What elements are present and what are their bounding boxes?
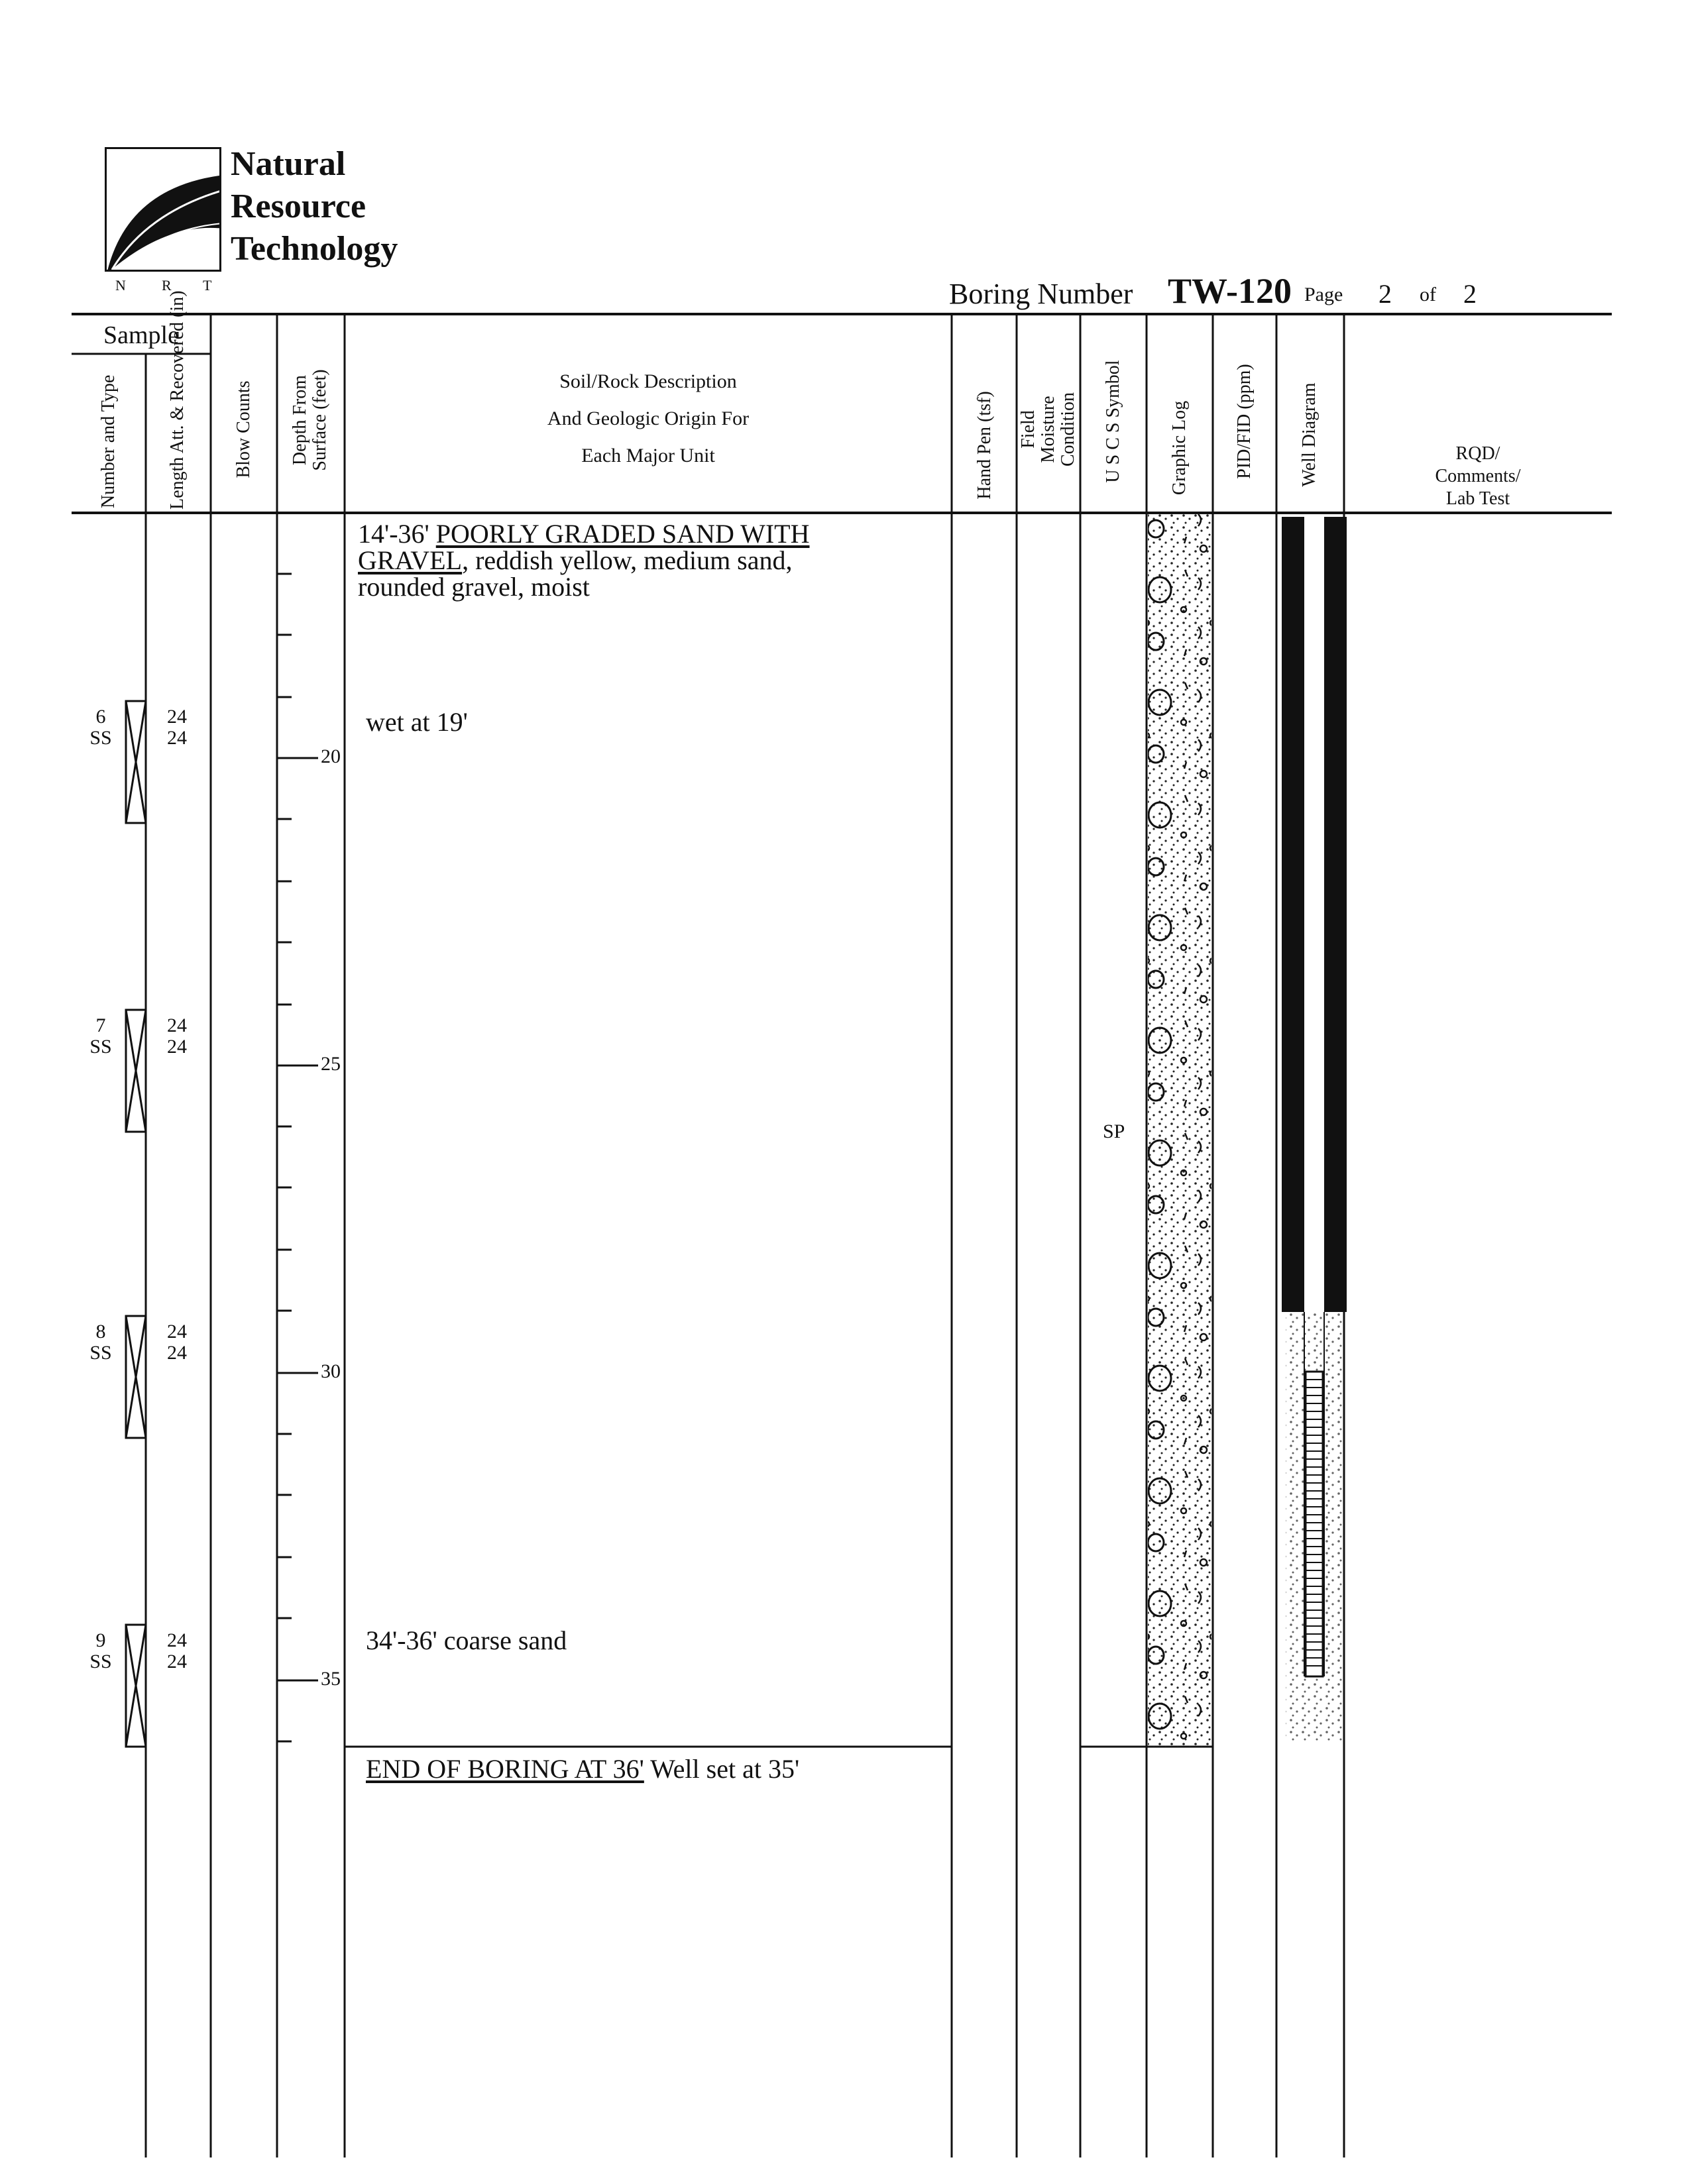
company-name-line1: Natural [231, 145, 346, 183]
unit-depth: 14'-36' [358, 519, 429, 549]
sample-6-length [167, 706, 187, 749]
moisture-header: Field Moisture Condition [1018, 392, 1078, 467]
description-header [345, 363, 952, 474]
sample-number: 6 [95, 706, 106, 728]
sample-6 [77, 706, 125, 749]
hand-pen-header: Hand Pen (tsf) [974, 391, 995, 500]
length: 24 [167, 1014, 187, 1036]
description-header-line3: Each Major Unit [581, 445, 715, 466]
depth-label-25: 25 [321, 1053, 341, 1075]
length: 24 [167, 706, 187, 728]
length: 24 [167, 1629, 187, 1651]
uscs-symbol: SP [1103, 1120, 1125, 1142]
sample-type: SS [89, 1036, 112, 1058]
rqd-header-line3: Lab Test [1445, 488, 1510, 509]
rqd-header-line1: RQD/ [1455, 443, 1500, 464]
sample-number: 9 [95, 1629, 106, 1651]
sample-8-length [167, 1321, 187, 1364]
end-of-boring-note [366, 1756, 799, 1782]
company-name-line2: Resource [231, 188, 366, 225]
blow-counts-header: Blow Counts [233, 380, 254, 478]
sample-9-length [167, 1630, 187, 1672]
boring-id: TW-120 [1168, 271, 1292, 311]
recovered: 24 [167, 1342, 187, 1364]
logo-initial-n: N [115, 277, 126, 294]
recovered: 24 [167, 1651, 187, 1672]
sample-type: SS [89, 1651, 112, 1672]
of-label: of [1420, 284, 1436, 305]
depth-header: Depth From Surface (feet) [290, 369, 330, 471]
sample-7 [77, 1015, 125, 1058]
length-recovered-header: Length Att. & Recovered (in) [167, 290, 188, 510]
sample-header: Sample [103, 321, 179, 349]
description-header-line1: Soil/Rock Description [559, 370, 737, 392]
unit-rest: , reddish yellow, medium sand, [462, 545, 793, 575]
company-name-line3: Technology [231, 230, 398, 268]
unit-name-2: GRAVEL [358, 545, 463, 575]
logo-initial-r: R [162, 277, 172, 294]
logo-initial-t: T [203, 277, 212, 294]
graphic-log-header: Graphic Log [1169, 400, 1190, 496]
number-type-header: Number and Type [98, 374, 119, 508]
pid-header: PID/FID (ppm) [1234, 364, 1255, 479]
depth-label-30: 30 [321, 1360, 341, 1382]
recovered: 24 [167, 1036, 187, 1058]
page-label: Page [1304, 284, 1343, 305]
recovered: 24 [167, 727, 187, 749]
end-of-boring: END OF BORING AT 36' [366, 1754, 644, 1784]
note-coarse-sand: 34'-36' coarse sand [366, 1625, 567, 1655]
unit-description-line3: rounded gravel, moist [358, 572, 590, 602]
sample-type: SS [89, 1342, 112, 1364]
sample-number: 8 [95, 1321, 106, 1342]
depth-label-20: 20 [321, 745, 341, 767]
description-header-line2: And Geologic Origin For [547, 408, 750, 429]
unit-name-1: POORLY GRADED SAND WITH [435, 519, 810, 549]
sample-9 [77, 1630, 125, 1672]
sample-7-length [167, 1015, 187, 1058]
depth-label-35: 35 [321, 1668, 341, 1690]
unit-description [358, 521, 941, 600]
boring-number-label: Boring Number [949, 278, 1133, 310]
well-set: Well set at 35' [644, 1754, 800, 1784]
page-total: 2 [1463, 279, 1477, 309]
well-diagram-header: Well Diagram [1299, 382, 1320, 487]
unit-description-line1 [358, 521, 941, 547]
rqd-header [1344, 443, 1612, 510]
rqd-header-line2: Comments/ [1435, 466, 1521, 486]
sample-8 [77, 1321, 125, 1364]
uscs-header: U S C S Symbol [1103, 360, 1123, 483]
length: 24 [167, 1321, 187, 1342]
unit-description-line2 [358, 547, 941, 574]
note-wet: wet at 19' [366, 707, 468, 737]
sample-number: 7 [95, 1014, 106, 1036]
page-number: 2 [1378, 279, 1392, 309]
sample-type: SS [89, 727, 112, 749]
